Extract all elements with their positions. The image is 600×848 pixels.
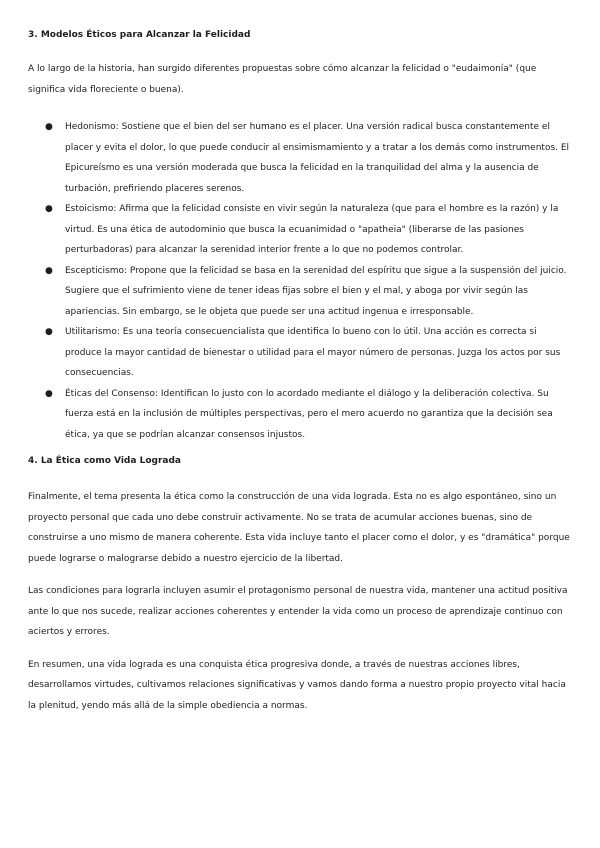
section-3-intro: A lo largo de la historia, han surgido diferentes propuestas sobre cómo alcanzar la felicidad o "eudaimonía" (que significa vida floreciente o buena). [28, 64, 537, 95]
section-3-heading: 3. Modelos Éticos para Alcanzar la Felicidad [28, 30, 251, 40]
section-4-paragraph: Las condiciones para lograrla incluyen asumir el protagonismo personal de nuestra vida, mantener una actitud positiva ante lo que nos sucede, realizar acciones coherentes y entender la vida como un proceso de aprendizaje continuo con aciertos y errores. [28, 586, 568, 637]
bullet-icon: ● [45, 388, 53, 399]
list-item-text: Hedonismo: Sostiene que el bien del ser humano es el placer. Una versión radical busca constantemente el placer y evita el dolor, lo que puede conducir al ensimismamiento y a tratar a los demás como instrumentos. El Epicureísmo es una versión moderada que busca la felicidad en la tranquilidad del alma y la ausencia de turbación, prefiriendo placeres serenos. [65, 122, 570, 194]
list-item [28, 261, 570, 323]
ethical-models-list [28, 117, 570, 445]
list-item-text: Estoicismo: Afirma que la felicidad consiste en vivir según la naturaleza (que para el hombre es la razón) y la virtud. Es una ética de autodominio que busca la ecuanimidad o "apatheia" (liberarse de las pasiones perturbadoras) para alcanzar la serenidad interior frente a lo que no podemos controlar. [65, 204, 559, 255]
list-item [28, 199, 570, 261]
bullet-icon: ● [45, 122, 53, 132]
section-4-heading: 4. La Ética como Vida Lograda [28, 456, 181, 466]
list-item-text: Escepticismo: Propone que la felicidad se basa en la serenidad del espíritu que sigue a la suspensión del juicio. Sugiere que el sufrimiento viene de tener ideas fijas sobre el bien y el mal, y aboga por vivir según las apariencias. Sin embargo, se le objeta que puede ser una actitud ingenua e irresponsable. [65, 265, 567, 317]
list-item-text: Éticas del Consenso: Identifican lo justo con lo acordado mediante el diálogo y la deliberación colectiva. Su fuerza está en la inclusión de múltiples perspectivas, pero el mero acuerdo no garantiza que la decisión sea ética, ya que se podrían alcanzar consensos injustos. [65, 388, 553, 440]
list-item [28, 117, 570, 199]
bullet-icon: ● [45, 265, 53, 276]
section-4-paragraph: En resumen, una vida lograda es una conquista ética progresiva donde, a través de nuestras acciones libres, desarrollamos virtudes, cultivamos relaciones significativas y vamos dando forma a nuestro propio proyecto vital hacia la plenitud, yendo más allá de la simple obediencia a normas. [28, 659, 566, 711]
section-4-paragraph: Finalmente, el tema presenta la ética como la construcción de una vida lograda. Esta no es algo espontáneo, sino un proyecto personal que cada uno debe construir activamente. No se trata de acumular acciones buenas, sino de construirse a uno mismo de manera coherente. Esta vida incluye tanto el placer como el dolor, y es "dramática" porque puede lograrse o malograrse debido a nuestro ejercicio de la libertad. [28, 492, 570, 564]
bullet-icon: ● [45, 204, 53, 214]
bullet-icon: ● [45, 327, 53, 337]
list-item [28, 384, 570, 446]
list-item-text: Utilitarismo: Es una teoría consecuencialista que identifica lo bueno con lo útil. Una acción es correcta si produce la mayor cantidad de bienestar o utilidad para el mayor número de personas. Juzga los actos por sus consecuencias. [65, 327, 561, 378]
list-item [28, 322, 570, 384]
